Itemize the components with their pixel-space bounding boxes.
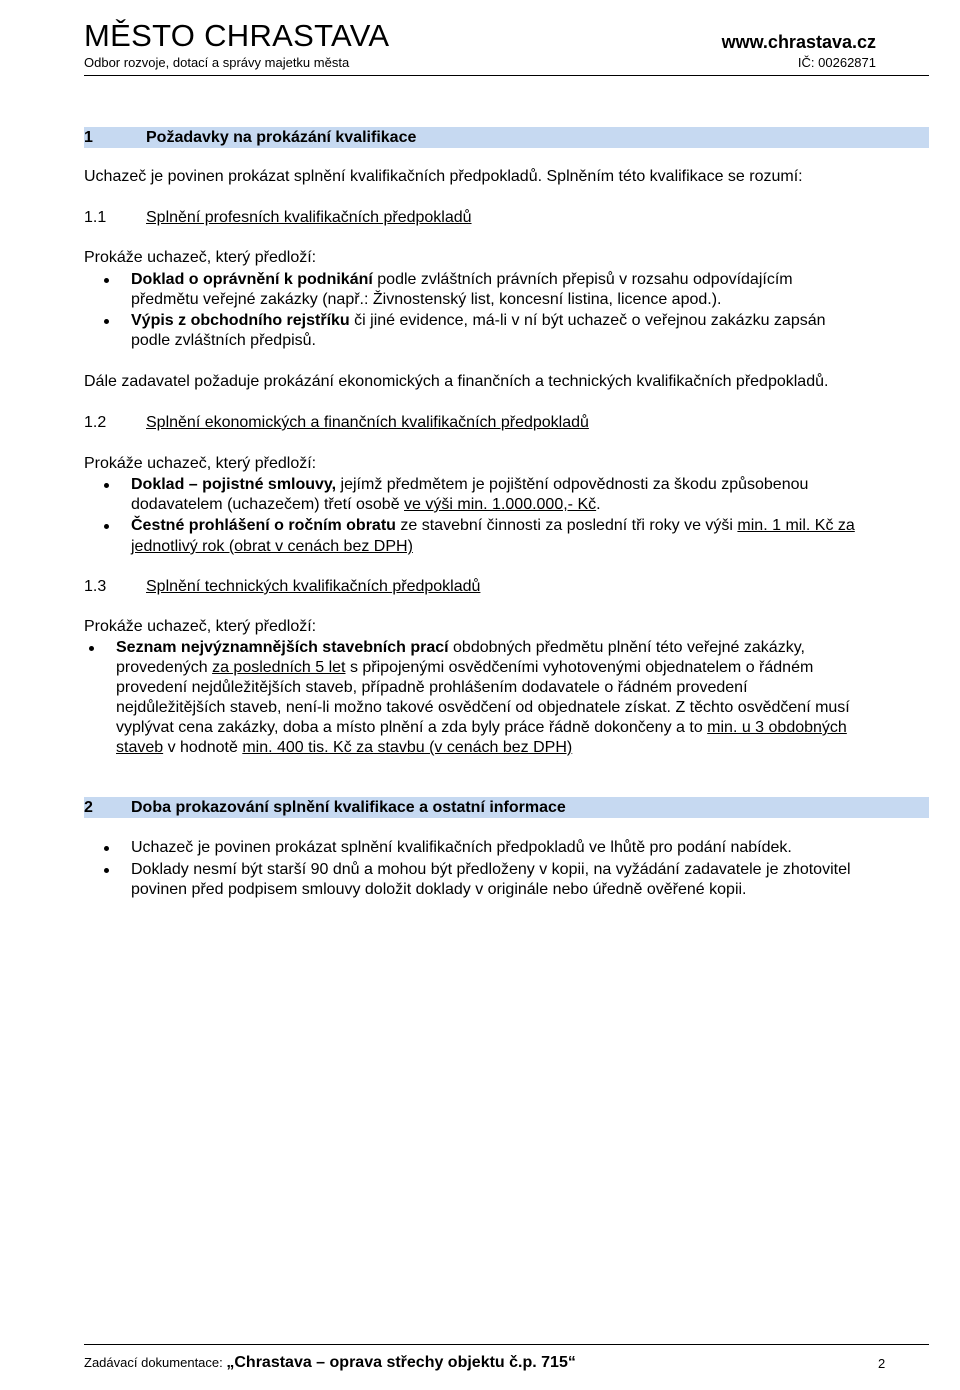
section-1-2-lead: Prokáže uchazeč, který předloží: xyxy=(84,455,317,472)
header-subtitle: Odbor rozvoje, dotací a správy majetku města xyxy=(84,55,350,70)
header-website[interactable]: www.chrastava.cz xyxy=(721,32,876,52)
bullet-icon xyxy=(104,868,109,873)
bullet-icon xyxy=(104,278,109,283)
footer-title: „Chrastava – oprava střechy objektu č.p. 715“ xyxy=(226,1354,576,1371)
section-2-number: 2 xyxy=(84,799,93,816)
s13-line-2-b: s připojenými osvědčeními vyhotovenými objednatelem o řádném xyxy=(349,659,814,676)
section-1-1-title: Splnění profesních kvalifikačních předpokladů xyxy=(146,209,472,226)
section-1-2-number: 1.2 xyxy=(84,414,107,431)
s11-item-1-bold: Doklad o oprávnění k podnikání xyxy=(131,271,373,288)
s13-line-5-a: vyplývat cena zakázky, doba a místo plnění a zda byly práce řádně dokončeny a to xyxy=(116,719,708,736)
s2-item-1: Uchazeč je povinen prokázat splnění kvalifikačních předpokladů ve lhůtě pro podání nabídek. xyxy=(131,839,792,856)
s13-line-6 xyxy=(116,738,572,758)
section-2-title: Doba prokazování splnění kvalifikace a ostatní informace xyxy=(131,799,566,816)
s11-after-paragraph: Dále zadavatel požaduje prokázání ekonomických a finančních a technických kvalifikačních předpokladů. xyxy=(84,373,829,390)
s11-item-1-rest: podle zvláštních právních přepisů v rozsahu odpovídajícím xyxy=(377,271,793,288)
s11-item-2-line-2: podle zvláštních předpisů. xyxy=(131,332,316,349)
s11-item-2-bold: Výpis z obchodního rejstříku xyxy=(131,312,350,329)
s12-item-1-amount: ve výši min. 1.000.000,- Kč xyxy=(404,496,597,513)
s12-item-2-amount: min. 1 mil. Kč za xyxy=(737,517,855,534)
s13-line-1-rest: obdobných předmětu plnění této veřejné zakázky, xyxy=(453,639,805,656)
s12-item-1-bold: Doklad – pojistné smlouvy, xyxy=(131,476,337,493)
footer-label: Zadávací dokumentace: xyxy=(84,1355,227,1370)
s12-item-1-text-c: . xyxy=(596,496,601,513)
s13-line-1 xyxy=(116,638,926,658)
s13-line-4: nejdůležitějších staveb, není-li možno takové osvědčení od objednatele získat. Z těchto osvědčení musí xyxy=(116,699,850,716)
section-1-number: 1 xyxy=(84,129,93,146)
bullet-icon xyxy=(104,846,109,851)
s2-item-2-line-1: Doklady nesmí být starší 90 dnů a mohou být předloženy v kopii, na vyžádání zadavatele je zhotovitel xyxy=(131,861,851,878)
s12-item-1-line-2 xyxy=(131,495,601,515)
s13-line-6-u2: min. 400 tis. Kč za stavbu (v cenách bez DPH) xyxy=(242,739,573,756)
bullet-icon xyxy=(89,646,94,651)
section-1-1-number: 1.1 xyxy=(84,209,107,226)
s13-line-5-u: min. u 3 obdobných xyxy=(707,719,847,736)
s13-line-6-u1: staveb xyxy=(116,739,164,756)
s13-period: za posledních 5 let xyxy=(212,659,346,676)
s13-line-6-a: v hodnotě xyxy=(163,739,243,756)
s12-item-2-line-2: jednotlivý rok (obrat v cenách bez DPH) xyxy=(131,538,413,555)
s12-item-2-rest: ze stavební činnosti za poslední tři roky ve výši xyxy=(395,517,738,534)
section-1-intro: Uchazeč je povinen prokázat splnění kvalifikačních předpokladů. Splněním této kvalifikace se rozumí: xyxy=(84,168,803,185)
header-title: MĚSTO CHRASTAVA xyxy=(84,18,390,53)
s2-item-2-line-2: povinen před podpisem smlouvy doložit doklady v originále nebo úředně ověřené kopii. xyxy=(131,881,747,898)
s12-item-1-rest: jejímž předmětem je pojištění odpovědnosti za škodu způsobenou xyxy=(340,476,809,493)
section-1-3-title: Splnění technických kvalifikačních předpokladů xyxy=(146,578,481,595)
s11-item-2-rest: či jiné evidence, má-li v ní být uchazeč o veřejnou zakázku zapsán xyxy=(354,312,826,329)
footer-doc-line xyxy=(84,1353,576,1373)
section-1-1-lead: Prokáže uchazeč, který předloží: xyxy=(84,249,317,266)
s12-item-2-bold: Čestné prohlášení o ročním obratu xyxy=(131,517,396,534)
footer-divider xyxy=(84,1344,929,1345)
s11-item-1-line-2: předmětu veřejné zakázky (např.: Živnostenský list, koncesní listina, licence apod.). xyxy=(131,291,722,308)
bullet-icon xyxy=(104,319,109,324)
s12-item-2-line-1 xyxy=(131,516,855,536)
bullet-icon xyxy=(104,524,109,529)
s11-item-2-line-1 xyxy=(131,311,927,331)
header-ic: IČ: 00262871 xyxy=(797,55,876,70)
section-1-3-lead: Prokáže uchazeč, který předloží: xyxy=(84,618,317,635)
s13-line-2 xyxy=(116,658,926,678)
section-1-2-title: Splnění ekonomických a finančních kvalifikačních předpokladů xyxy=(146,414,589,431)
section-1-title: Požadavky na prokázání kvalifikace xyxy=(146,129,417,146)
s11-item-1-line-1 xyxy=(131,270,927,290)
footer-page-number: 2 xyxy=(878,1356,886,1371)
s12-item-1-line-1 xyxy=(131,475,927,495)
s13-line-3: provedení nejdůležitějších staveb, případně prohlášením dodavatele o řádném provedení xyxy=(116,679,748,696)
header-divider xyxy=(84,75,929,76)
s12-item-1-text-a: dodavatelem (uchazečem) třetí osobě xyxy=(131,496,405,513)
s13-line-5 xyxy=(116,718,847,738)
section-1-3-number: 1.3 xyxy=(84,578,107,595)
bullet-icon xyxy=(104,483,109,488)
s13-bold: Seznam nejvýznamnějších stavebních prací xyxy=(116,639,449,656)
s13-line-2-a: provedených xyxy=(116,659,208,676)
